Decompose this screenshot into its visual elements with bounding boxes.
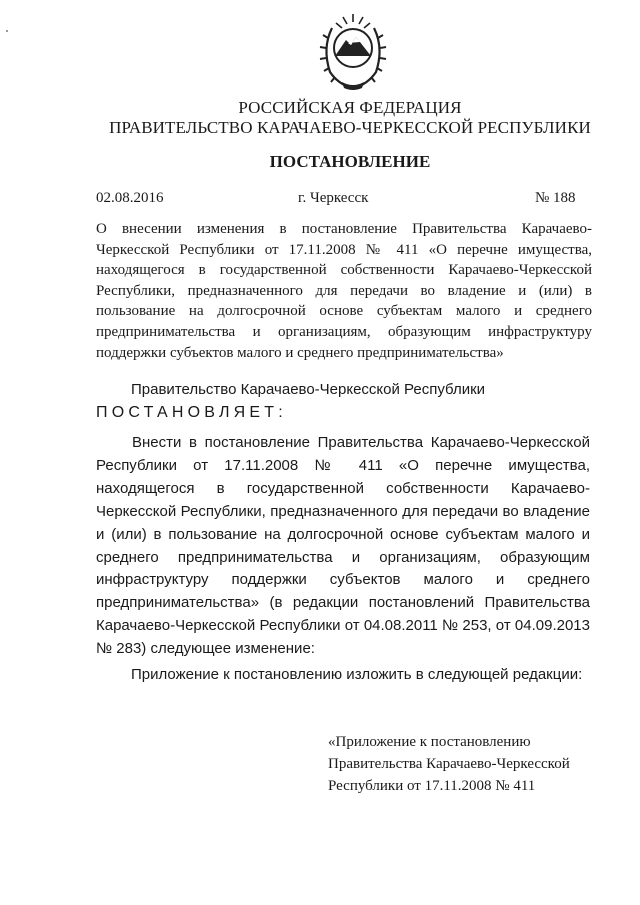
document-date: 02.08.2016: [96, 190, 164, 206]
appendix-instruction: Приложение к постановлению изложить в следующей редакции:: [131, 666, 583, 683]
annex-line-2: Правительства Карачаево-Черкесской: [328, 756, 570, 772]
government-header: ПРАВИТЕЛЬСТВО КАРАЧАЕВО-ЧЕРКЕССКОЙ РЕСПУБЛИКИ: [109, 118, 591, 137]
annex-line-1: «Приложение к постановлению: [328, 734, 531, 750]
annex-line-3: Республики от 17.11.2008 № 411: [328, 778, 536, 794]
document-title: ПОСТАНОВЛЕНИЕ: [269, 152, 431, 171]
coat-of-arms-emblem: [318, 8, 388, 92]
scan-artifact: [6, 30, 8, 32]
government-name: Правительство Карачаево-Черкесской Республики: [131, 381, 486, 398]
document-number: № 188: [535, 190, 576, 206]
document-city: г. Черкесск: [298, 190, 369, 206]
annex-reference: [328, 731, 598, 797]
document-subject: О внесении изменения в постановление Правительства Карачаево-Черкесской Республики от 17.11.2008 № 411 «О перечне имущества, находящегося в государственной собственности Карачаево-Черкесской Республики, предназначенного для передачи во владение и (или) в пользование на долгосрочной основе субъектам малого и среднего предпринимательства и организациям, образующим инфраструктуру поддержки субъектов малого и среднего предпринимательства»: [96, 221, 592, 361]
country-header: РОССИЙСКАЯ ФЕДЕРАЦИЯ: [238, 98, 462, 117]
decree-paragraph: Внести в постановление Правительства Карачаево-Черкесской Республики от 17.11.2008 № 411 «О перечне имущества, находящегося в государственной собственности Карачаево-Черкесской Республики, предназначенного для передачи во владение и (или) в пользование на долгосрочной основе субъектам малого и среднего предпринимательства и организациям, образующим инфраструктуру поддержки субъектов малого и среднего предпринимательства» (в редакции постановлений Правительства Карачаево-Черкесской Республики от 04.08.2011 № 253, от 04.09.2013 № 283) следующее изменение:: [96, 434, 590, 658]
decrees-heading: ПОСТАНОВЛЯЕТ:: [96, 404, 287, 421]
